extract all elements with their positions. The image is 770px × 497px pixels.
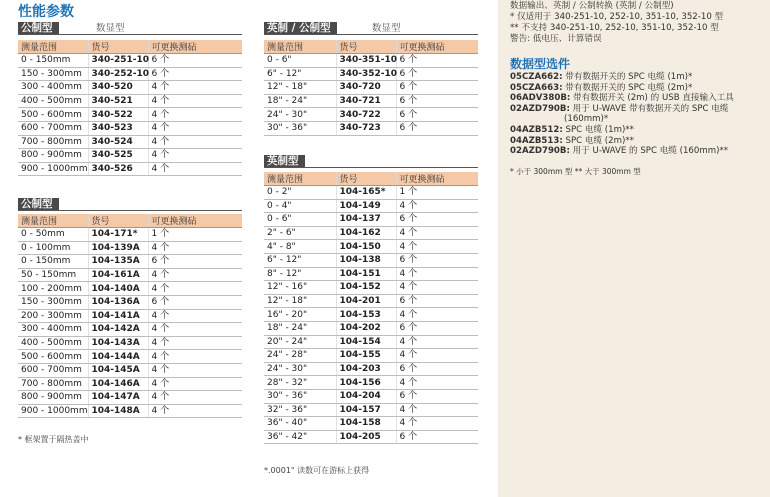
range-cell: 0 - 4": [264, 199, 336, 213]
anvil-count-cell: 6 个: [396, 362, 478, 376]
anvil-count-cell: 6 个: [396, 121, 478, 135]
anvil-count-cell: 4 个: [396, 403, 478, 417]
column-header: 货号: [88, 40, 148, 54]
column-header: 测量范围: [264, 172, 336, 186]
anvil-count-cell: 6 个: [396, 213, 478, 227]
option-description: 带有数据开关的 SPC 电缆 (1m)*: [562, 72, 693, 82]
anvil-count-cell: 4 个: [148, 391, 242, 405]
anvil-count-cell: 4 个: [148, 94, 242, 108]
range-cell: 200 - 300mm: [18, 309, 88, 323]
anvil-count-cell: 4 个: [148, 404, 242, 418]
table-row: [18, 121, 242, 135]
table-row: [18, 241, 242, 255]
part-number-cell: 340-351-10: [336, 54, 396, 68]
sidebar-line: 数据输出、英制 / 公制转换 (英制 / 公制型): [510, 1, 674, 11]
option-item: [510, 104, 728, 115]
part-number-cell: 340-252-10: [88, 67, 148, 81]
column-header: 测量范围: [264, 40, 336, 54]
part-number-cell: 104-203: [336, 362, 396, 376]
anvil-count-cell: 4 个: [148, 363, 242, 377]
option-description: (160mm)*: [564, 114, 609, 125]
part-number-cell: 104-136A: [88, 295, 148, 309]
anvil-count-cell: 4 个: [148, 323, 242, 337]
anvil-count-cell: 4 个: [396, 240, 478, 254]
table-row: [18, 377, 242, 391]
part-number-cell: 340-720: [336, 81, 396, 95]
anvil-count-cell: 4 个: [148, 81, 242, 95]
metric-digital-section: [18, 22, 242, 176]
divider: [264, 34, 478, 35]
inch-section: [264, 155, 478, 444]
option-item: [510, 146, 728, 157]
anvil-count-cell: 4 个: [148, 282, 242, 296]
table-row: [18, 67, 242, 81]
range-cell: 36" - 40": [264, 417, 336, 431]
anvil-count-cell: 4 个: [148, 350, 242, 364]
part-number-cell: 340-524: [88, 135, 148, 149]
table-row: [18, 162, 242, 176]
inch-metric-digital-section: [264, 22, 478, 136]
range-cell: 400 - 500mm: [18, 94, 88, 108]
range-cell: 500 - 600mm: [18, 350, 88, 364]
divider: [18, 210, 242, 211]
section-subtitle: 数显型: [96, 23, 125, 34]
table-row: [18, 363, 242, 377]
inch-note: *.0001" 读数可在游标上获得: [264, 466, 370, 475]
part-number-cell: 104-145A: [88, 363, 148, 377]
anvil-count-cell: 4 个: [148, 377, 242, 391]
range-cell: 0 - 2": [264, 186, 336, 200]
table-row: [264, 54, 478, 68]
range-cell: 0 - 150mm: [18, 255, 88, 269]
range-cell: 800 - 900mm: [18, 149, 88, 163]
table-row: [264, 213, 478, 227]
metric-section: [18, 198, 242, 418]
range-cell: 12" - 18": [264, 81, 336, 95]
range-cell: 300 - 400mm: [18, 323, 88, 337]
anvil-count-cell: 4 个: [148, 241, 242, 255]
range-cell: 24" - 30": [264, 108, 336, 122]
part-number-cell: 104-204: [336, 389, 396, 403]
table-row: [264, 430, 478, 444]
anvil-count-cell: 4 个: [148, 162, 242, 176]
part-number-cell: 340-723: [336, 121, 396, 135]
page-title: 性能参数: [18, 4, 74, 20]
table-header-row: [18, 40, 242, 54]
table-row: [18, 228, 242, 242]
anvil-count-cell: 4 个: [148, 135, 242, 149]
part-number-cell: 104-137: [336, 213, 396, 227]
table-row: [18, 149, 242, 163]
table-row: [264, 294, 478, 308]
range-cell: 32" - 36": [264, 403, 336, 417]
option-item: [510, 93, 734, 104]
table-row: [18, 268, 242, 282]
sidebar: [498, 0, 770, 497]
sidebar-line: ** 不支持 340-251-10, 252-10, 351-10, 352-10 型: [510, 23, 719, 33]
part-number-cell: 104-149: [336, 199, 396, 213]
divider: [18, 34, 242, 35]
part-number-cell: 340-526: [88, 162, 148, 176]
anvil-count-cell: 4 个: [148, 268, 242, 282]
column-header: 测量范围: [18, 214, 88, 228]
part-number-cell: 104-139A: [88, 241, 148, 255]
option-description: 带有数据开关 (2m) 的 USB 直接输入工具: [570, 93, 734, 104]
range-cell: 18" - 24": [264, 321, 336, 335]
column-header: 可更换测砧: [396, 40, 478, 54]
column-header: 可更换测砧: [148, 214, 242, 228]
column-header: 可更换测砧: [396, 172, 478, 186]
table-row: [18, 295, 242, 309]
divider: [264, 167, 478, 168]
range-cell: 12" - 18": [264, 294, 336, 308]
range-cell: 6" - 12": [264, 253, 336, 267]
range-cell: 0 - 150mm: [18, 54, 88, 68]
range-cell: 28" - 32": [264, 376, 336, 390]
anvil-count-cell: 6 个: [396, 67, 478, 81]
part-number-cell: 104-148A: [88, 404, 148, 418]
table-row: [264, 186, 478, 200]
part-number-cell: 104-161A: [88, 268, 148, 282]
anvil-count-cell: 6 个: [396, 430, 478, 444]
table-row: [264, 267, 478, 281]
part-number-cell: 104-155: [336, 349, 396, 363]
range-cell: 0 - 6": [264, 54, 336, 68]
range-cell: 4" - 8": [264, 240, 336, 254]
table-row: [18, 309, 242, 323]
part-number-cell: 104-143A: [88, 336, 148, 350]
column-header: 货号: [336, 172, 396, 186]
table-row: [264, 121, 478, 135]
range-cell: 18" - 24": [264, 94, 336, 108]
part-number-cell: 104-144A: [88, 350, 148, 364]
table-row: [264, 199, 478, 213]
section-header: [264, 155, 478, 169]
column-header: 货号: [88, 214, 148, 228]
option-item: [510, 72, 692, 83]
inch-metric-digital-table: [264, 40, 478, 136]
option-code: 04AZB513:: [510, 135, 563, 146]
range-cell: 2" - 6": [264, 226, 336, 240]
anvil-count-cell: 6 个: [148, 54, 242, 68]
options-title: 数据型选件: [510, 57, 571, 71]
section-header: [18, 198, 242, 212]
part-number-cell: 104-152: [336, 281, 396, 295]
section-subtitle: 数显型: [372, 23, 401, 34]
anvil-count-cell: 4 个: [148, 121, 242, 135]
table-row: [264, 417, 478, 431]
anvil-count-cell: 4 个: [396, 335, 478, 349]
table-row: [264, 94, 478, 108]
table-header-row: [264, 40, 478, 54]
table-row: [264, 321, 478, 335]
range-cell: 20" - 24": [264, 335, 336, 349]
metric-digital-table: [18, 40, 242, 176]
table-row: [264, 226, 478, 240]
part-number-cell: 104-151: [336, 267, 396, 281]
table-row: [18, 135, 242, 149]
range-cell: 30" - 36": [264, 389, 336, 403]
anvil-count-cell: 4 个: [396, 226, 478, 240]
range-cell: 100 - 200mm: [18, 282, 88, 296]
table-row: [18, 282, 242, 296]
part-number-cell: 340-251-10: [88, 54, 148, 68]
option-code: 05CZA663:: [510, 82, 563, 93]
part-number-cell: 104-201: [336, 294, 396, 308]
table-row: [264, 240, 478, 254]
part-number-cell: 104-153: [336, 308, 396, 322]
table-row: [18, 108, 242, 122]
table-header-row: [264, 172, 478, 186]
table-row: [264, 403, 478, 417]
part-number-cell: 340-521: [88, 94, 148, 108]
part-number-cell: 104-135A: [88, 255, 148, 269]
range-cell: 700 - 800mm: [18, 377, 88, 391]
option-item: [510, 114, 608, 125]
range-cell: 8" - 12": [264, 267, 336, 281]
range-cell: 24" - 28": [264, 349, 336, 363]
table-row: [264, 308, 478, 322]
table-row: [18, 391, 242, 405]
anvil-count-cell: 6 个: [396, 108, 478, 122]
table-row: [18, 94, 242, 108]
table-row: [264, 67, 478, 81]
part-number-cell: 104-154: [336, 335, 396, 349]
option-description: SPC 电缆 (2m)**: [562, 135, 634, 146]
anvil-count-cell: 6 个: [396, 54, 478, 68]
metric-table: [18, 214, 242, 418]
anvil-count-cell: 6 个: [396, 81, 478, 95]
anvil-count-cell: 4 个: [148, 336, 242, 350]
anvil-count-cell: 1 个: [148, 228, 242, 242]
part-number-cell: 104-162: [336, 226, 396, 240]
section-tag: 公制型: [18, 198, 59, 211]
table-row: [18, 323, 242, 337]
anvil-count-cell: 1 个: [396, 186, 478, 200]
metric-note: * 框架置于隔热盖中: [18, 435, 89, 444]
option-code: 02AZD790B:: [510, 103, 570, 114]
option-code: 05CZA662:: [510, 72, 563, 82]
table-row: [18, 404, 242, 418]
range-cell: 0 - 50mm: [18, 228, 88, 242]
table-row: [18, 81, 242, 95]
part-number-cell: 104-202: [336, 321, 396, 335]
option-description: 带有数据开关的 SPC 电缆 (2m)*: [562, 82, 693, 93]
option-item: [510, 136, 634, 147]
range-cell: 600 - 700mm: [18, 363, 88, 377]
part-number-cell: 104-158: [336, 417, 396, 431]
part-number-cell: 104-142A: [88, 323, 148, 337]
part-number-cell: 104-140A: [88, 282, 148, 296]
sidebar-footnote: * 小于 300mm 型 ** 大于 300mm 型: [510, 167, 641, 176]
anvil-count-cell: 4 个: [396, 376, 478, 390]
column-header: 测量范围: [18, 40, 88, 54]
table-row: [264, 389, 478, 403]
anvil-count-cell: 6 个: [148, 255, 242, 269]
part-number-cell: 340-520: [88, 81, 148, 95]
option-description: 用于 U-WAVE 的 SPC 电缆 (160mm)**: [569, 146, 729, 157]
anvil-count-cell: 4 个: [396, 199, 478, 213]
part-number-cell: 104-150: [336, 240, 396, 254]
range-cell: 150 - 300mm: [18, 67, 88, 81]
column-header: 可更换测砧: [148, 40, 242, 54]
anvil-count-cell: 6 个: [148, 295, 242, 309]
range-cell: 16" - 20": [264, 308, 336, 322]
range-cell: 700 - 800mm: [18, 135, 88, 149]
anvil-count-cell: 6 个: [396, 94, 478, 108]
anvil-count-cell: 4 个: [396, 349, 478, 363]
sidebar-line: 警告: 低电压、计算错误: [510, 34, 602, 44]
option-item: [510, 83, 692, 94]
range-cell: 24" - 30": [264, 362, 336, 376]
part-number-cell: 340-352-10: [336, 67, 396, 81]
table-row: [264, 362, 478, 376]
anvil-count-cell: 6 个: [396, 389, 478, 403]
range-cell: 500 - 600mm: [18, 108, 88, 122]
range-cell: 300 - 400mm: [18, 81, 88, 95]
section-header: [264, 22, 478, 36]
range-cell: 50 - 150mm: [18, 268, 88, 282]
part-number-cell: 104-171*: [88, 228, 148, 242]
option-code: 06ADV380B:: [510, 93, 571, 104]
inch-table: [264, 172, 478, 444]
part-number-cell: 104-141A: [88, 309, 148, 323]
anvil-count-cell: 6 个: [396, 294, 478, 308]
option-code: 02AZD790B:: [510, 146, 570, 157]
option-description: SPC 电缆 (1m)**: [562, 125, 634, 135]
column-header: 货号: [336, 40, 396, 54]
anvil-count-cell: 6 个: [396, 321, 478, 335]
range-cell: 36" - 42": [264, 430, 336, 444]
table-row: [264, 253, 478, 267]
range-cell: 900 - 1000mm: [18, 162, 88, 176]
table-row: [264, 376, 478, 390]
option-code: 04AZB512:: [510, 125, 563, 135]
part-number-cell: 104-138: [336, 253, 396, 267]
part-number-cell: 340-522: [88, 108, 148, 122]
table-row: [264, 281, 478, 295]
anvil-count-cell: 4 个: [148, 149, 242, 163]
range-cell: 6" - 12": [264, 67, 336, 81]
part-number-cell: 340-523: [88, 121, 148, 135]
anvil-count-cell: 4 个: [396, 281, 478, 295]
range-cell: 600 - 700mm: [18, 121, 88, 135]
range-cell: 0 - 6": [264, 213, 336, 227]
table-row: [264, 81, 478, 95]
anvil-count-cell: 4 个: [396, 267, 478, 281]
table-row: [264, 108, 478, 122]
anvil-count-cell: 6 个: [148, 67, 242, 81]
anvil-count-cell: 4 个: [148, 108, 242, 122]
anvil-count-cell: 4 个: [148, 309, 242, 323]
table-row: [264, 335, 478, 349]
option-item: [510, 125, 634, 136]
table-row: [264, 349, 478, 363]
section-header: [18, 22, 242, 36]
part-number-cell: 340-721: [336, 94, 396, 108]
part-number-cell: 104-157: [336, 403, 396, 417]
table-row: [18, 350, 242, 364]
part-number-cell: 340-722: [336, 108, 396, 122]
part-number-cell: 340-525: [88, 149, 148, 163]
sidebar-line: * 仅适用于 340-251-10, 252-10, 351-10, 352-10 型: [510, 12, 724, 22]
range-cell: 800 - 900mm: [18, 391, 88, 405]
part-number-cell: 104-205: [336, 430, 396, 444]
anvil-count-cell: 6 个: [396, 253, 478, 267]
section-tag: 公制型: [18, 22, 59, 35]
table-row: [18, 336, 242, 350]
table-header-row: [18, 214, 242, 228]
option-description: 用于 U-WAVE 带有数据开关的 SPC 电缆: [569, 103, 729, 114]
part-number-cell: 104-165*: [336, 186, 396, 200]
part-number-cell: 104-146A: [88, 377, 148, 391]
range-cell: 30" - 36": [264, 121, 336, 135]
range-cell: 400 - 500mm: [18, 336, 88, 350]
table-row: [18, 54, 242, 68]
anvil-count-cell: 4 个: [396, 308, 478, 322]
range-cell: 900 - 1000mm: [18, 404, 88, 418]
range-cell: 150 - 300mm: [18, 295, 88, 309]
section-tag: 英制型: [264, 155, 305, 168]
anvil-count-cell: 4 个: [396, 417, 478, 431]
part-number-cell: 104-147A: [88, 391, 148, 405]
section-tag: 英制 / 公制型: [264, 22, 337, 35]
range-cell: 0 - 100mm: [18, 241, 88, 255]
range-cell: 12" - 16": [264, 281, 336, 295]
table-row: [18, 255, 242, 269]
part-number-cell: 104-156: [336, 376, 396, 390]
